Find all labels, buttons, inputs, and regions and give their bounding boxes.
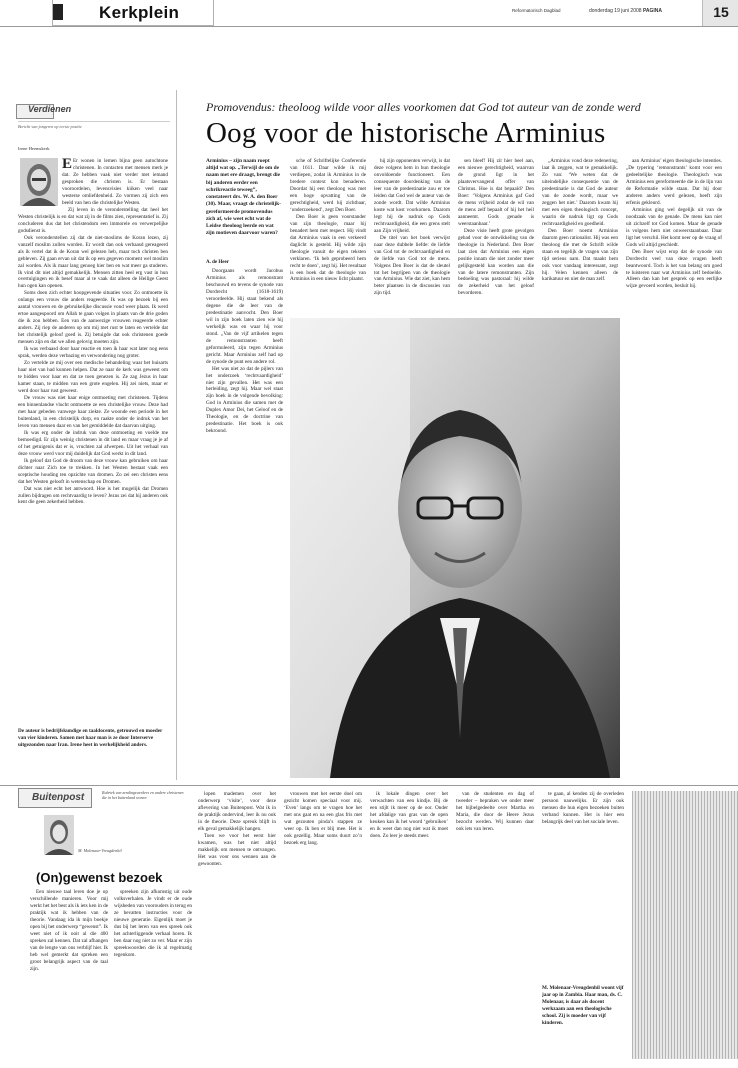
- article-col-1: [206, 268, 283, 778]
- article-col-5: [542, 158, 618, 308]
- bp-c7: te gaan, al kenden zij de overleden persoon nauwelijks. Er zijn ook mensen die hun eigen bezoeken buiten verband kunnen. Het is hier een belangrijk deel van het sociale leven.: [542, 791, 624, 825]
- buitenpost-col-3: [198, 791, 276, 1053]
- buitenpost-col-7: [542, 791, 624, 971]
- bp-c6: van de studenten en dag of tweeder – bepraken we onder meer het bijbelgedeelte over Martha en Maria, die door de Heere Jezus bezocht werden. Wij kunnen daar ook iets van leren.: [456, 791, 534, 832]
- verdienen-p4: Soms doen zich echter hoopgevende situaties voor. Zo ontmoette ik onlangs een vrouw die anders reageerde. Ik was op bezoek bij een aantal vrouwen en de gebruikelijke discussie vond weer plaats. Ik werd ertoe aangespoord om Allah te gaan volgen in plaats van de drie goden die ik zou hebben. Een van de aanwezige vrouwen reageerde echter anders. Zij riep de anderen op om mij met rust te laten en vertelde dat het christelijk geloof goed is. Zij betuigde dat ook christenen goede mensen zijn en dat we allen gelovig moeten zijn.: [18, 290, 168, 346]
- section-marker: [53, 4, 63, 20]
- verdienen-rule: [18, 121, 170, 122]
- article-c6-p2: Arminius ging wel degelijk uit van de noodzaak van de genade. De mens kan niet uit zichzelf tot God komen. Maar de genade is volgens hem niet onweerstaanbaar. Daar ligt het verschil. Het komt neer op de vraag of Gods wil altijd geschiedt.: [626, 206, 722, 248]
- portrait-float: [18, 158, 62, 208]
- buitenpost-col-4: [284, 791, 362, 1053]
- verdienen-author: Irene Heemskerk: [18, 146, 50, 151]
- article-c6-p1: aan Arminius’ eigen theologische intenties. „De typering ‘remonstrants’ komt voor een gedeeltelijke theologie. Theologisch was Arminius een gereformeerde die in de lijn van de Reformatie wilde staan. Dat hij door anderen anders werd gelezen, heeft zijn erfenis gekleurd.: [626, 158, 722, 206]
- article-col-6: [626, 158, 722, 778]
- verdienen-body: [18, 158, 168, 692]
- article-c4-p1: sen bleef! Hij zit hier heel aan, een nieuwe gerechtigheid, waarvan de grond ligt in het plaatsvervangend offer van Christus. Hoe is dat bepaald? Den Boer: ‘Volgens Arminius gaf God de mens vrijheid zodat de wil van de mens zelf bepaalt of hij het heil aanneemt. Gods genade is weerstaanbaar.’: [458, 158, 534, 227]
- buitenpost-rule: [0, 785, 738, 786]
- article-c1-p1: Doorgaans wordt Jacobus Arminius als remonstrant beschouwd en tevens de synode van Dordrecht (1618-1619) veroordeelde. Hij staat bekend als degene die de leer van de predestinatie aanvocht. Den Boer wil in zijn boek laten zien wie hij werkelijk was en waar hij voor stond. „Van de vijf artikelen tegen de remonstranten heeft geformuleerd, zijn tegen Arminius gericht. Maar Arminius zelf had op de synode de punt een andere rol.: [206, 268, 283, 365]
- buitenpost-author: M. Molenaar-Vreugdenhil: [78, 848, 122, 853]
- section-header-tab: [52, 0, 214, 26]
- article-col-3: [374, 158, 450, 308]
- buitenpost-bio: M. Molenaar-Vreugdenhil woont vijf jaar op in Zambia. Haar man, ds. C. Molenaar, is daar als docent werkzaam aan een theologische school. Zij is moeder van vijf kinderen.: [542, 985, 624, 1026]
- page-number-box: [702, 0, 738, 26]
- verdienen-footer: De auteur is bedrijfskundige en taaldocente, getrouwd en moeder van vier kinderen. Samen met haar man is ze door Interserve uitgezonden naar Iran. Irene heet in werkelijkheid anders.: [18, 728, 163, 748]
- bp-c5: ik lokale dingen over het verwachten van een kindje. Bij de een stijlt ik meer op de oor. Onder het afdalige van gras van de open keuken kan ik het woord ‘gebruiken’ en ik weet dan nog niet wat ik moet doen. Zo leer je steeds meer.: [370, 791, 448, 839]
- bp-c3: lopen mademen over het onderwerp ‘visite’, voor deze aflevering van Buitenpost. Wat ik in de praktijk ondervind, leer ik nu ook in de theorie. Deze spreuk blijft in elk geval gemakkelijk hangen.: [198, 791, 276, 832]
- article-c2-p2: Den Boer is geen voorstander van zijn theologie, maar hij benadert hem met respect. Hij vindt dat Arminius vaak in een verkeerd daglicht is gesteld. Hij wilde zijn theologie vanuit de eigen teksten verklaren. ‘Ik heb geprobeerd hem recht te doen’, zegt hij. Het resultaat is een boek dat de theologie van Arminius in een nieuw licht plaatst.: [290, 213, 366, 283]
- article-col-2: [290, 158, 366, 308]
- bp-c4: vrouwen met het eerste doel om gezicht komen speciaal voor mij. ‘Even’ langs om te vragen hoe het met ons gaat en na een glas fris met wat gezouten pinda’s stappen ze weer op. Ik ben er blij mee. Het is ook gezellig. Maar soms duurt zo’n bezoek erg lang.: [284, 791, 362, 846]
- bp-c2: spreeken zijn afkomstig uit oude volksverhalen. Je vindt er de oude wijsheden van voorouders in terug en ze bevatten instructies voor de nieuwe generatie. Eigenlijk moet je dus bij het leren van een spreek ook het achterliggende verhaal horen. Ik ben daar nog niet zo ver. Maar er zijn spreekwoorden die ik al regelmatig tegenkom.: [114, 889, 192, 958]
- article-c6-p3: Den Boer wijst erop dat de synode van Dordrecht veel van deze vragen heeft beantwoord. Toch is het van belang om goed te luisteren naar wat Arminius zelf bedoelde. Alleen dan kan het gesprek op een eerlijke wijze gevoerd worden, besluit hij.: [626, 248, 722, 290]
- bp-c3b: Toen we voor het eerst hier kwamen, was het niet altijd makkelijk om mensen te ontvangen. Het was voor ons wennen aan de gewoonten.: [198, 832, 276, 867]
- buitenpost-col-2: [114, 889, 192, 1053]
- buitenpost-col-1: [30, 889, 108, 1053]
- buitenpost-headline: (On)gewenst bezoek: [36, 870, 163, 885]
- verdienen-p3: Ook veronderstellen zij dat de niet-moslims de Koran lezen, zij vanzelf moslim zullen worden. Er wordt dan ook verbaasd gereageerd als ik vertel dat ik de Koran wel gelezen heb, maar toch christen ben gebleven. Zij gaan ervan uit dat ik op een gegeven moment wel moslim zal worden. Als ik maar lang genoeg hier ben en wat meer ga studeren. Ik vind dit niet altijd gemakkelijk. Mensen zitten heel erg vast in hun overtuigingen en ik besef maar al te vaak dat alleen de Heilige Geest hun ogen kan openen.: [18, 234, 168, 290]
- page-number: 15: [713, 4, 729, 20]
- article-lead: Arminius – zijn naam roept altijd wat op. „Terwijl de om de naam met ere draagt, brengt die bij anderen eerder een schrikreactie teweeg”, constateert drs. W. A. den Boer (30). Maar, vraagt de christelijk-gereformeerde promovendus zich af, wie weet echt wat de Leidse theoloog leerde en wat zijn motieven daarvoor waren?: [206, 158, 281, 237]
- article-c3-p1: hij zijn opponenten verwijt, is dat deze volgens hem in hun theologie onvoldoende functioneert. Een consequente doordenking van de leer van de predestinatie zou er toe leiden dat God wel de auteur van de zonde wordt. Dat wilde Arminius koste wat kost voorkomen. Daarom legt hij de nadruk op Gods rechtvaardigheid, die een grens stelt aan Zijn vrijheid.: [374, 158, 450, 234]
- verdienen-p9: Ik geloof dat God de droom van deze vrouw kan gebruiken om haar dichter naar Zich toe te trekken. In het Westen bestaat vaak een sceptische houding ten opzichte van dromen. Zo zei een christen eens dat het Westen gelooft in wetenschap en Dromen.: [18, 457, 168, 485]
- header-rule: [0, 26, 738, 27]
- article-byline: A. de Heer: [206, 260, 229, 265]
- buitenpost-tagline: Rubriek van zendingswerkers en andere christenen die in het buitenland wonen: [102, 790, 184, 800]
- verdienen-p5: Ik was verbaasd door haar reactie en toen ik haar wat later nog eens sprak, werden deze verbazing en verwondering nog groter.: [18, 346, 168, 360]
- bp-c1: Een nieuwe taal leren doe je op verschillende manieren. Voor mij werkt het het best als ik iets ken in de praktijk wat ik hebben van de theorie. Vandaag ida ik mijn boekje open bij het onderwerp “gewenst”. Ik weet niet of ik ooit al die 400 spreken zal kennen. Dat zal afhangen van de lengte van ons verblijf hier. Ik heb wel gemerkt dat spreken een groot belangrijk aspect van de taal zijn.: [30, 889, 108, 972]
- buitenpost-col-5: [370, 791, 448, 1053]
- buitenpost-rubric: Buitenpost: [32, 792, 85, 803]
- verdienen-p6: Zo vertelde ze mij over een medische behandeling waar het huisarts haar niet van had kunnen helpen. Dat ze naar de kerk was geweest om te bidden voor haar en dat ze toen genezen is. Ze zag Jezus in haar kamer staan, te midden van een grote engelen. Hij zei niets, maar er werd door haar rust geweest.: [18, 360, 168, 394]
- buitenpost-portrait: [44, 815, 74, 855]
- dropcap: E: [62, 158, 73, 172]
- verdienen-p1: Er wonen in lemen bijna geen autochtone christenen. In contacten met mensen merk je dat. Ze hebben vaak niet verder met iemand gesproken die christen is. Er bestaan vooroordelen, levensvisies kiiken veel naar westerse omliefdenheid. Zo vormen zij zich een beeld van hen die christelijke Westen.: [62, 158, 168, 206]
- article-c3-p2: De titel van het boek verwijst naar deze dubbele liefde: de liefde van God tot de rechtvaardigheid en de liefde van God tot de mens. Volgens Den Boer is dat de sleutel tot het begrijpen van de theologie van Arminius. Wie dat ziet, kan hem beter plaatsen in de discussies van zijn tijd.: [374, 234, 450, 297]
- verdienen-p2: Zij leven in de veronderstelling dat heel het Westen christelijk is en dat wat zij in de films zien, representatief is. Zij concluderen dus dat het christendom een immorele en verwerpelijke godsdienst is.: [18, 206, 168, 234]
- masthead: Reformatorisch Dagblad: [512, 8, 561, 13]
- verdienen-p7: De vrouw was niet haar enige ontmoeting met christenen. Tijdens een binnenlandse vlucht ontmoette ze een christelijke vrouw. Deze had met haar gebeden vanwege haar ziekte. Ze woonde een periode in het buitenland, in een christelijk dorp, en raakte onder de indruk van het leven van mensen daar en van het gemiddelde dat daarvan uitging.: [18, 394, 168, 429]
- article-c1-p2: Het was niet zo dat de pijlers van het onderzoek ‘rechtvaardigheid’ niet zijn gevallen. Het was een herleiding, zegt hij. Maar wel staat zijn boek in de volgende bevolking: God in Arminius die samen met de Duplex Amor Dei, het Geloof en de Theologie, en de doctrine van predestinatie. Het boek is ook bekroond.: [206, 365, 283, 435]
- article-col-4: [458, 158, 534, 308]
- section-title: Kerkplein: [99, 3, 180, 22]
- article-c5-p1: „Arminius vond deze redenering, laat ik zeggen, wat te gemakkelijk. Zo van: ‘We weten dat de uiteindelijke consequentie van de predestinatie is dat God de auteur van de zonde wordt, maar we zeggen het niet.’ Daarom kwam hij met een eigen theologisch concept, waarin de nadruk ligt op Gods rechtvaardigheid en goedheid.: [542, 158, 618, 227]
- article-c5-p2: Den Boer noemt Arminius daarom geen rationalist. Hij was een theoloog die met de Schrift wilde staan en tegelijk de vragen van zijn tijd serieus nam. Dat maakt hem ook voor vandaag interessant, zegt hij. Velen kennen alleen de karikatuur en niet de man zelf.: [542, 227, 618, 283]
- buitenpost-pattern: [632, 791, 738, 1059]
- column-divider: [176, 90, 177, 780]
- verdienen-rubric: Verdienen: [28, 104, 72, 114]
- date: donderdag 19 juni 2008 PAGINA: [589, 8, 663, 14]
- article-c2-p1: sche of Schriftelijke Conferentie van 1611. Daar wilde ik mij verdiepen, zodat ik Arminius in de bredere context kon benaderen. Doordat hij een theoloog was met een hoge opvatting van de gerechtigheid, werd hij zichtbaar, ‘onderzoekend’, zegt Den Boer.: [290, 158, 366, 213]
- verdienen-p10: Dat was niet echt het antwoord. Hoe is het mogelijk dat Dromen zullen bijdragen om rechtvaardig te leven? Jezus zei dat hij anderen ook kent die geen zekerheid hebben.: [18, 485, 168, 506]
- verdienen-p8: Ik was erg onder de indruk van deze ontmoeting en voelde me bemoedigd. Er zijn weinig christenen in dit land en maar vraag je je af of het getuigenis dat er is, vruchten zal afwerpen. Uit het verhaal van deze vrouw werd voor mij duidelijk dat God werkt in dit land.: [18, 429, 168, 457]
- article-kicker: Promovendus: theoloog wilde voor alles voorkomen dat God tot auteur van de zonde werd: [206, 100, 641, 114]
- article-c4-p2: Deze visie heeft grote gevolgen gehad voor de ontwikkeling van de theologie in Nederland. Den Boer laat zien dat Arminius een eigen positie innam die niet zonder meer gelijkgesteld kan worden aan die van de latere remonstranten. Zijn bedoeling was pastoraal: hij wilde de zekerheid van het geloof bevorderen.: [458, 227, 534, 297]
- article-headline: Oog voor de historische Arminius: [206, 117, 606, 149]
- verdienen-tagline: Bericht van jongeren op eerste positie: [18, 124, 82, 129]
- article-photo: [290, 318, 620, 778]
- buitenpost-col-6: [456, 791, 534, 1053]
